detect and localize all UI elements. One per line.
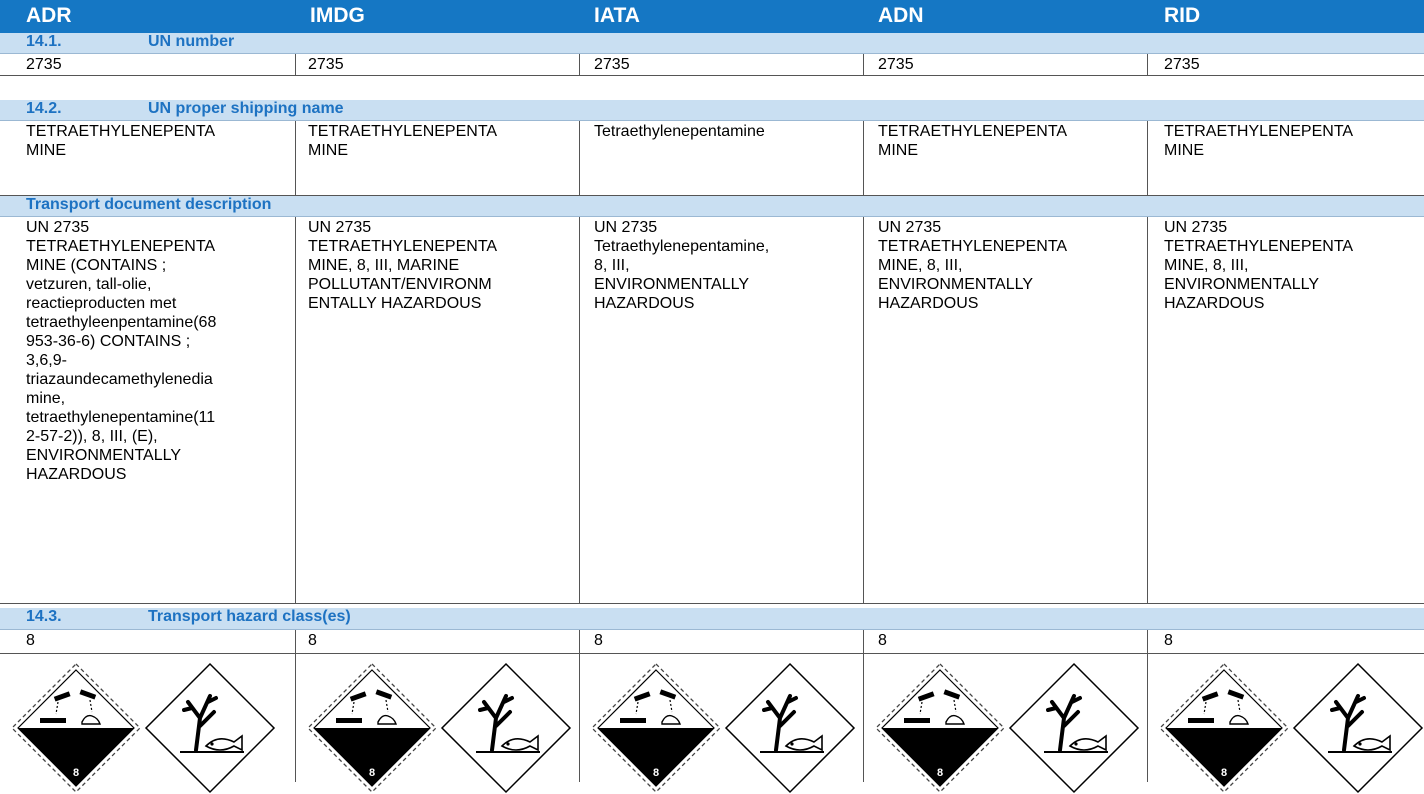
cell-iata: 8 [580,630,864,653]
cell-rid: UN 2735 TETRAETHYLENEPENTA MINE, 8, III, ENVIRONMENTALLY HAZARDOUS [1164,219,1354,312]
cell-imdg: TETRAETHYLENEPENTA MINE [296,121,580,195]
cell-adr: TETRAETHYLENEPENTA MINE [0,121,296,195]
section-title: Transport document description [26,196,272,213]
cell-adn: 2735 [864,54,1148,75]
hazard-pictograms [1158,662,1424,794]
corrosive-pictogram-icon [592,664,720,792]
class-digit: 8 [72,767,80,779]
section-hazard-class [0,608,1424,630]
corrosive-pictogram-icon [876,664,1004,792]
table-row-shipping-name [0,121,1424,196]
environment-hazard-icon [442,664,570,792]
section-number: 14.1. [26,33,62,50]
table-header [0,0,1424,33]
table-row-hazard-class [0,630,1424,654]
hazard-pictograms [874,662,1144,794]
pictograms-adn [864,654,1148,782]
header-rid: RID [1164,4,1201,27]
cell-rid: TETRAETHYLENEPENTA MINE [1164,123,1354,159]
cell-adn: TETRAETHYLENEPENTA MINE [864,121,1148,195]
section-title: UN number [148,33,235,50]
cell-iata: Tetraethylenepentamine [580,121,864,195]
environment-hazard-icon [146,664,274,792]
environment-hazard-icon [1010,664,1138,792]
cell-iata: UN 2735 Tetraethylenepentamine, 8, III, ENVIRONMENTALLY HAZARDOUS [580,217,864,603]
cell-iata: 2735 [580,54,864,75]
section-title: Transport hazard class(es) [148,608,351,625]
class-digit: 8 [936,767,944,779]
section-title: UN proper shipping name [148,100,344,117]
header-imdg: IMDG [310,4,365,27]
pictograms-iata [580,654,864,782]
pictograms-rid [1148,654,1424,782]
section-un-number [0,33,1424,54]
pictograms-adr [0,654,296,782]
cell-adn: 8 [864,630,1148,653]
header-iata: IATA [594,4,640,27]
header-adr: ADR [26,4,72,27]
environment-hazard-icon [1294,664,1422,792]
hazard-pictograms [306,662,576,794]
table-row-un-number [0,54,1424,76]
cell-imdg: 2735 [296,54,580,75]
hazard-pictograms [10,662,280,794]
section-number: 14.3. [26,608,62,625]
cell-imdg: UN 2735 TETRAETHYLENEPENTA MINE, 8, III, MARINE POLLUTANT/ENVIRONM ENTALLY HAZARDOUS [296,217,580,603]
section-transport-document [0,196,1424,217]
cell-imdg: 8 [296,630,580,653]
section-number: 14.2. [26,100,62,117]
cell-rid: 8 [1164,632,1173,649]
table-row-pictograms [0,654,1424,782]
class-digit: 8 [1220,767,1228,779]
corrosive-pictogram-icon [12,664,140,792]
environment-hazard-icon [726,664,854,792]
header-adn: ADN [878,4,924,27]
cell-adr: UN 2735 TETRAETHYLENEPENTA MINE (CONTAINS ; vetzuren, tall-olie, reactieproducten met tetraethyleenpentamine(68 953-36-6) CONTAINS ; 3,6,9- triazaundecamethylenedia mine, tetraethylenepentamine(11 2-57-2)), 8, III, (E), ENVIRONMENTALLY HAZARDOUS [0,217,296,603]
class-digit: 8 [368,767,376,779]
table-row-transport-document [0,217,1424,604]
cell-rid: 2735 [1164,56,1200,73]
hazard-pictograms [590,662,860,794]
corrosive-pictogram-icon [308,664,436,792]
cell-adr: 8 [0,630,296,653]
corrosive-pictogram-icon [1160,664,1288,792]
cell-adr: 2735 [0,54,296,75]
cell-adn: UN 2735 TETRAETHYLENEPENTA MINE, 8, III, ENVIRONMENTALLY HAZARDOUS [864,217,1148,603]
section-shipping-name [0,100,1424,121]
pictograms-imdg [296,654,580,782]
class-digit: 8 [652,767,660,779]
